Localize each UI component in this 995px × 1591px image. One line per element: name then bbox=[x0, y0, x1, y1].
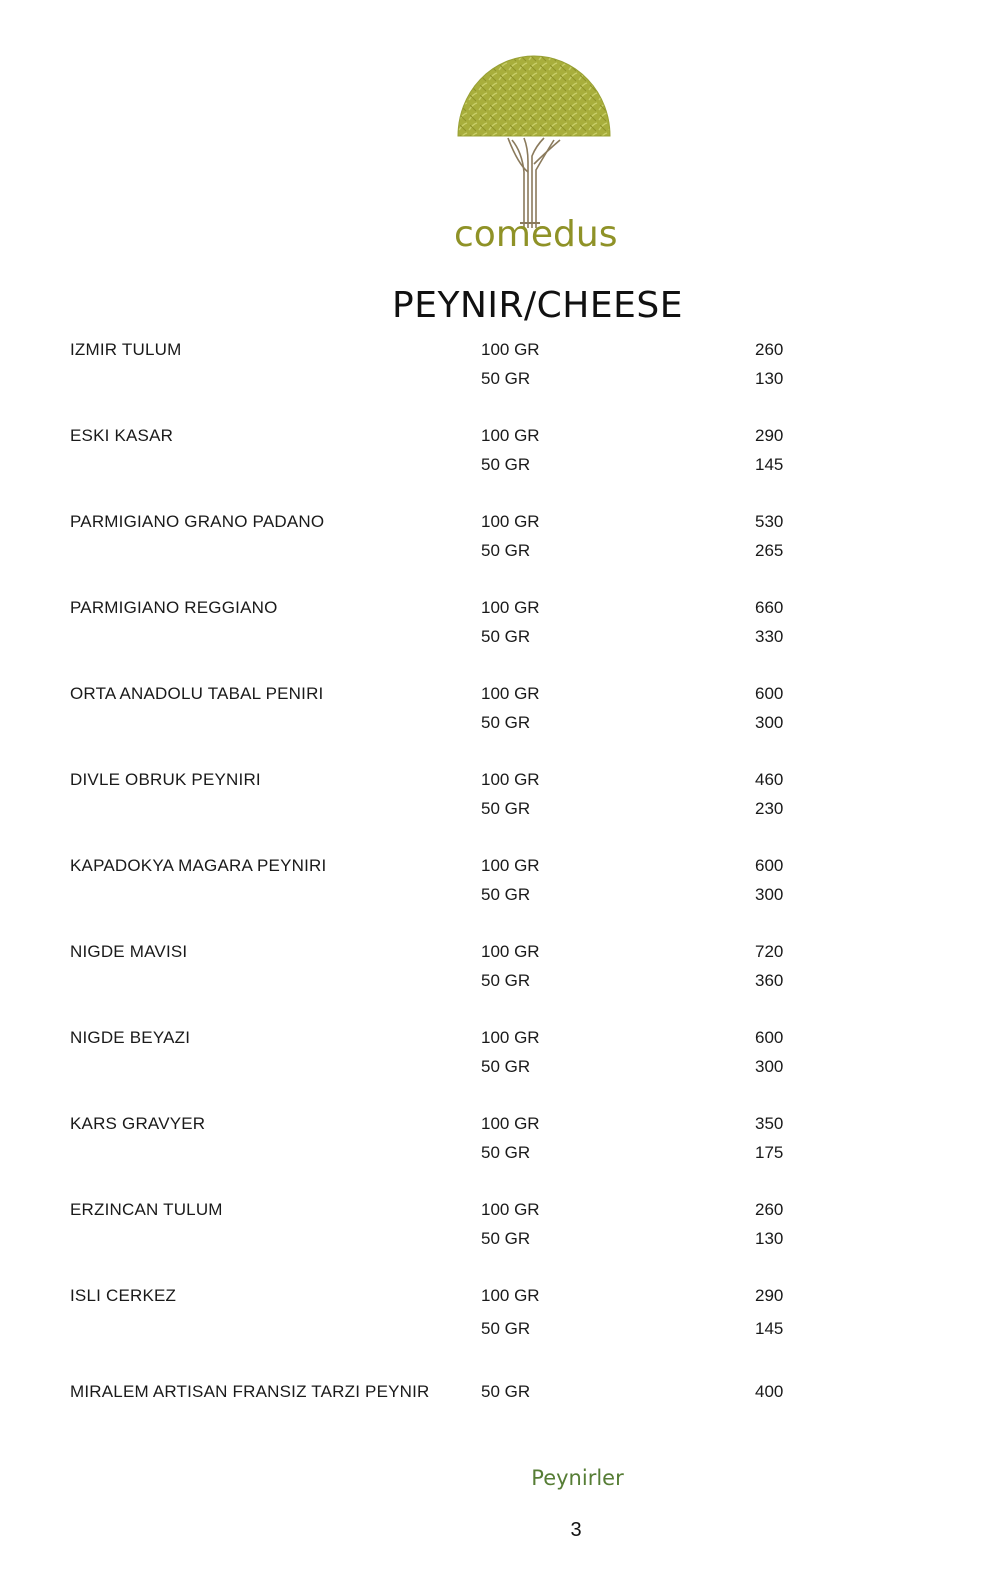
portion-price: 145 bbox=[755, 1319, 784, 1338]
menu-row bbox=[0, 1112, 995, 1136]
menu-row bbox=[0, 367, 995, 391]
cheese-name: ORTA ANADOLU TABAL PENIRI bbox=[70, 684, 324, 703]
portion-quantity: 50 GR bbox=[481, 1319, 531, 1338]
menu-row bbox=[0, 510, 995, 534]
brand-name: comedus bbox=[454, 214, 618, 255]
portion-price: 300 bbox=[755, 713, 784, 732]
portion-price: 330 bbox=[755, 627, 784, 646]
menu-row bbox=[0, 711, 995, 735]
portion-price: 350 bbox=[755, 1114, 784, 1133]
portion-price: 260 bbox=[755, 1200, 784, 1219]
page-number: 3 bbox=[570, 1519, 582, 1541]
cheese-name: PARMIGIANO GRANO PADANO bbox=[70, 512, 325, 531]
portion-quantity: 100 GR bbox=[481, 684, 540, 703]
portion-quantity: 50 GR bbox=[481, 1057, 531, 1076]
menu-row bbox=[0, 1141, 995, 1165]
portion-price: 130 bbox=[755, 1229, 784, 1248]
portion-price: 600 bbox=[755, 856, 784, 875]
portion-price: 300 bbox=[755, 1057, 784, 1076]
portion-price: 720 bbox=[755, 942, 784, 961]
tree-logo-icon bbox=[448, 52, 620, 232]
cheese-name: DIVLE OBRUK PEYNIRI bbox=[70, 770, 261, 789]
portion-price: 600 bbox=[755, 684, 784, 703]
menu-row bbox=[0, 338, 995, 362]
menu-row bbox=[0, 1198, 995, 1222]
menu-row bbox=[0, 1026, 995, 1050]
portion-price: 530 bbox=[755, 512, 784, 531]
cheese-name: KARS GRAVYER bbox=[70, 1114, 206, 1133]
section-label: Peynirler bbox=[531, 1466, 624, 1490]
menu-row bbox=[0, 797, 995, 821]
portion-quantity: 50 GR bbox=[481, 455, 531, 474]
cheese-name: NIGDE MAVISI bbox=[70, 942, 188, 961]
portion-price: 290 bbox=[755, 426, 784, 445]
portion-quantity: 50 GR bbox=[481, 971, 531, 990]
menu-row bbox=[0, 1284, 995, 1308]
portion-price: 290 bbox=[755, 1286, 784, 1305]
portion-price: 300 bbox=[755, 885, 784, 904]
portion-quantity: 50 GR bbox=[481, 627, 531, 646]
menu-row bbox=[0, 1055, 995, 1079]
menu-row bbox=[0, 424, 995, 448]
cheese-name: MIRALEM ARTISAN FRANSIZ TARZI PEYNIR bbox=[70, 1382, 430, 1401]
menu-row bbox=[0, 682, 995, 706]
portion-price: 460 bbox=[755, 770, 784, 789]
cheese-name: ESKI KASAR bbox=[70, 426, 174, 445]
menu-row bbox=[0, 596, 995, 620]
menu-row bbox=[0, 1227, 995, 1251]
menu-row bbox=[0, 1317, 995, 1341]
cheese-name: KAPADOKYA MAGARA PEYNIRI bbox=[70, 856, 327, 875]
portion-price: 230 bbox=[755, 799, 784, 818]
portion-quantity: 50 GR bbox=[481, 1143, 531, 1162]
menu-row bbox=[0, 453, 995, 477]
portion-quantity: 50 GR bbox=[481, 541, 531, 560]
portion-quantity: 50 GR bbox=[481, 713, 531, 732]
menu-row bbox=[0, 854, 995, 878]
portion-quantity: 100 GR bbox=[481, 770, 540, 789]
menu-row bbox=[0, 768, 995, 792]
portion-quantity: 100 GR bbox=[481, 1114, 540, 1133]
portion-quantity: 100 GR bbox=[481, 1200, 540, 1219]
portion-quantity: 100 GR bbox=[481, 942, 540, 961]
menu-row bbox=[0, 940, 995, 964]
cheese-name: IZMIR TULUM bbox=[70, 340, 182, 359]
menu-row bbox=[0, 883, 995, 907]
portion-quantity: 50 GR bbox=[481, 1382, 531, 1401]
portion-quantity: 50 GR bbox=[481, 1229, 531, 1248]
portion-quantity: 100 GR bbox=[481, 598, 540, 617]
menu-row bbox=[0, 539, 995, 563]
menu-row bbox=[0, 969, 995, 993]
portion-price: 360 bbox=[755, 971, 784, 990]
portion-price: 175 bbox=[755, 1143, 784, 1162]
portion-price: 400 bbox=[755, 1382, 784, 1401]
comedus-logo bbox=[448, 52, 620, 255]
portion-quantity: 100 GR bbox=[481, 340, 540, 359]
portion-quantity: 50 GR bbox=[481, 885, 531, 904]
cheese-name: PARMIGIANO REGGIANO bbox=[70, 598, 278, 617]
portion-price: 260 bbox=[755, 340, 784, 359]
portion-price: 130 bbox=[755, 369, 784, 388]
portion-price: 660 bbox=[755, 598, 784, 617]
portion-quantity: 100 GR bbox=[481, 856, 540, 875]
portion-price: 145 bbox=[755, 455, 784, 474]
menu-row bbox=[0, 625, 995, 649]
portion-price: 265 bbox=[755, 541, 784, 560]
portion-quantity: 100 GR bbox=[481, 426, 540, 445]
portion-quantity: 50 GR bbox=[481, 369, 531, 388]
portion-price: 600 bbox=[755, 1028, 784, 1047]
portion-quantity: 100 GR bbox=[481, 1028, 540, 1047]
portion-quantity: 100 GR bbox=[481, 1286, 540, 1305]
cheese-name: ERZINCAN TULUM bbox=[70, 1200, 223, 1219]
page-title: PEYNIR/CHEESE bbox=[392, 285, 683, 326]
cheese-name: NIGDE BEYAZI bbox=[70, 1028, 191, 1047]
menu-row bbox=[0, 1380, 995, 1404]
portion-quantity: 100 GR bbox=[481, 512, 540, 531]
portion-quantity: 50 GR bbox=[481, 799, 531, 818]
cheese-name: ISLI CERKEZ bbox=[70, 1286, 177, 1305]
